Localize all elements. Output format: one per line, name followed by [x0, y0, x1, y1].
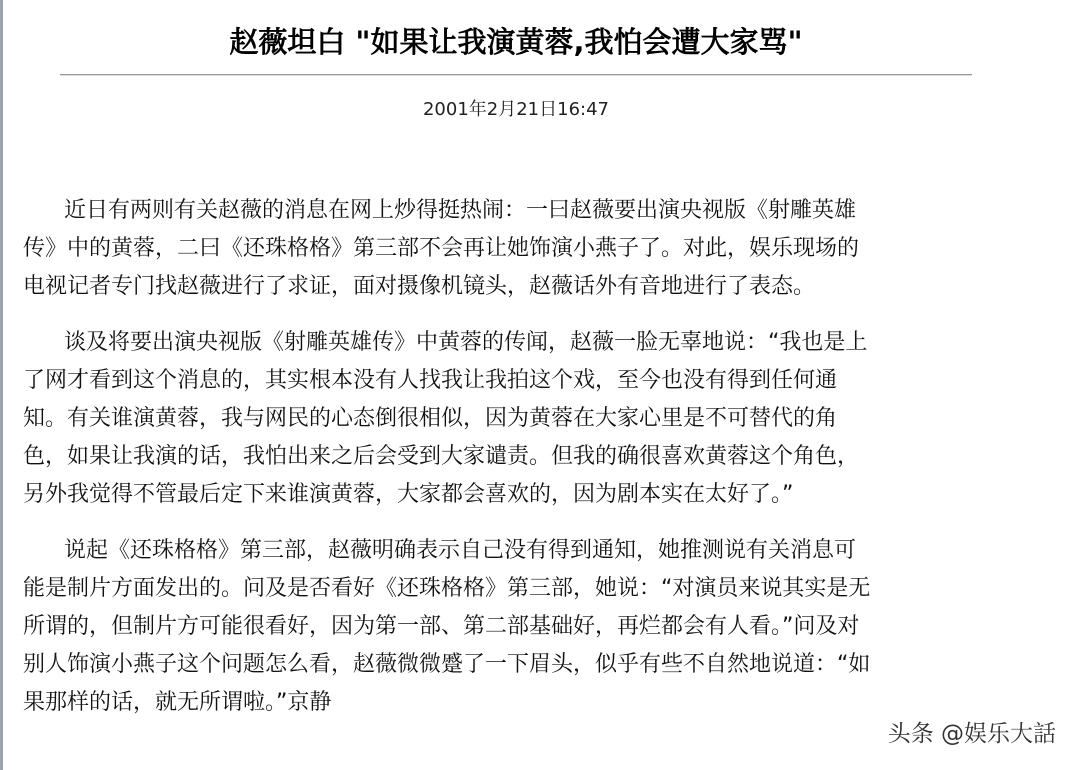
left-edge-border: [0, 0, 3, 770]
paragraph-line: 果那样的话，就无所谓啦。”京静: [23, 690, 332, 715]
paragraph-line: 所谓的，但制片方可能很看好，因为第一部、第二部基础好，再烂都会有人看。”问及对: [23, 614, 860, 639]
paragraph-line: 知。有关谁演黄蓉，我与网民的心态倒很相似，因为黄蓉在大家心里是不可替代的角: [23, 406, 838, 431]
paragraph-line: 说起《还珠格格》第三部，赵薇明确表示自己没有得到通知，她推测说有关消息可: [64, 538, 857, 563]
paragraph-line: 别人饰演小燕子这个问题怎么看，赵薇微微蹙了一下眉头，似乎有些不自然地说道：“如: [23, 652, 871, 677]
source-watermark: 头条 @娱乐大話: [887, 721, 1056, 747]
paragraph-line: 谈及将要出演央视版《射雕英雄传》中黄蓉的传闻，赵薇一脸无辜地说：“我也是上: [64, 330, 868, 355]
title-divider: [60, 74, 972, 76]
paragraph-2: [23, 324, 983, 514]
paragraph-line: 电视记者专门找赵薇进行了求证，面对摄像机镜头，赵薇话外有音地进行了表态。: [23, 274, 816, 299]
paragraph-line: 能是制片方面发出的。问及是否看好《还珠格格》第三部，她说：“对演员来说其实是无: [23, 576, 871, 601]
paragraph-3: [23, 532, 983, 722]
paragraph-line: 色，如果让我演的话，我怕出来之后会受到大家谴责。但我的确很喜欢黄蓉这个角色，: [23, 444, 860, 469]
paragraph-line: 另外我觉得不管最后定下来谁演黄蓉，大家都会喜欢的，因为剧本实在太好了。”: [23, 482, 794, 507]
paragraph-line: 传》中的黄蓉，二曰《还珠格格》第三部不会再让她饰演小燕子了。对此，娱乐现场的: [23, 236, 860, 261]
article-title: 赵薇坦白 "如果让我演黄蓉,我怕会遭大家骂": [229, 25, 803, 59]
paragraph-line: 近日有两则有关赵薇的消息在网上炒得挺热闹：一曰赵薇要出演央视版《射雕英雄: [64, 198, 857, 223]
article-body: [23, 192, 983, 740]
publish-date: 2001年2月21日16:47: [422, 99, 610, 120]
paragraph-1: [23, 192, 983, 306]
paragraph-line: 了网才看到这个消息的，其实根本没有人找我让我拍这个戏，至今也没有得到任何通: [23, 368, 838, 393]
